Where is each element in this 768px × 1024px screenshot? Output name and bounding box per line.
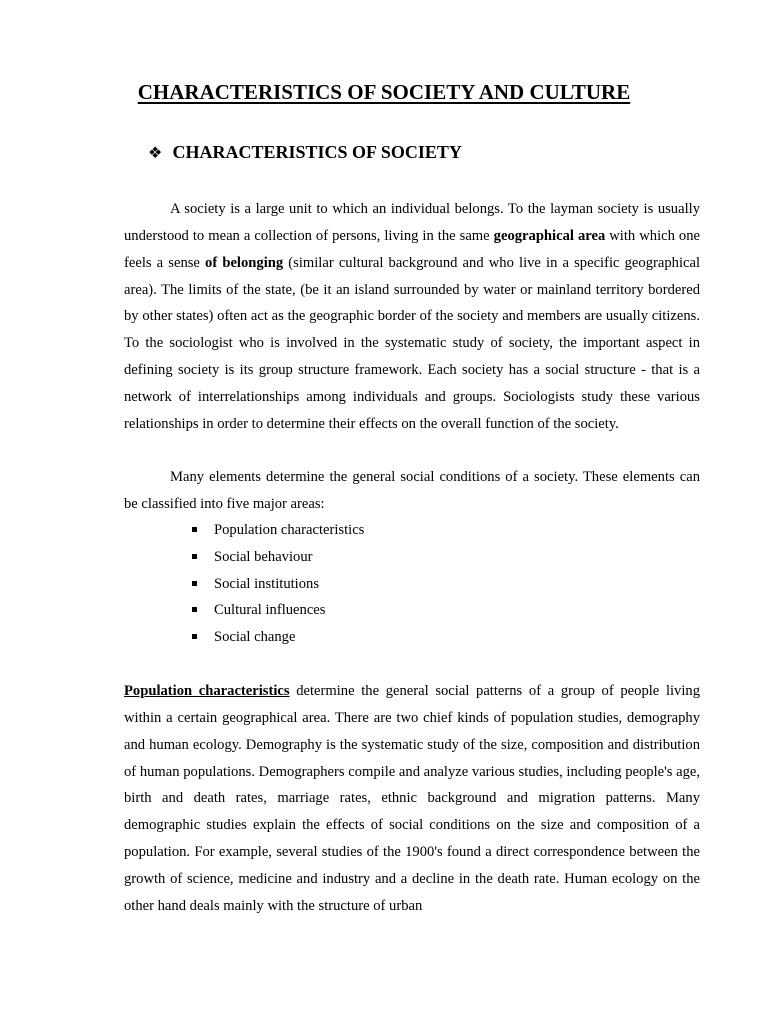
paragraph-elements [124, 464, 700, 518]
list-item [190, 517, 364, 544]
bold-term-geographical-area: geographical area [493, 227, 606, 244]
list-item [190, 597, 364, 624]
bold-term-of-belonging: of belonging [205, 254, 284, 271]
paragraph-text [124, 678, 700, 920]
square-bullet-icon [192, 634, 197, 639]
list-item [190, 624, 364, 651]
term-population-characteristics: Population characteristics [124, 683, 290, 699]
text-run: with which one feels a sense [124, 227, 700, 271]
paragraph-text [124, 196, 700, 438]
square-bullet-icon [192, 607, 197, 612]
section-heading-text: CHARACTERISTICS OF SOCIETY [172, 142, 462, 162]
list-item [190, 544, 364, 571]
list-item-label: Cultural influences [214, 602, 326, 619]
areas-list [190, 517, 364, 651]
paragraph-population [124, 678, 700, 920]
list-item-label: Population characteristics [214, 522, 365, 538]
text-run: (similar cultural background and who live in a specific geographical area). The limits of the state, (be it an island surrounded by water or mainland territory bordered by other states) often act as the geographic border of the society and members are usually citizens. To the sociologist who is involved in the systematic study of society, the important aspect in defining society is its group structure framework. Each society has a social structure - that is a network of interrelationships among individuals and groups. Sociologists study these various relationships in order to determine their effects on the overall function of the society. [124, 254, 701, 432]
list-item-label: Social institutions [214, 575, 319, 592]
section-heading [148, 140, 462, 166]
square-bullet-icon [192, 581, 197, 586]
paragraph-society-definition [124, 196, 700, 438]
square-bullet-icon [192, 527, 197, 532]
square-bullet-icon [192, 554, 197, 559]
list-item [190, 571, 364, 598]
list-item-label: Social behaviour [214, 548, 313, 565]
text-run: A society is a large unit to which an individual belongs. To the layman society is usually understood to mean a collection of persons, living in the same [124, 201, 700, 244]
document-title: CHARACTERISTICS OF SOCIETY AND CULTURE [137, 80, 631, 104]
diamond-bullet-icon: ❖ [148, 145, 163, 162]
list-item-label: Social change [214, 629, 296, 646]
paragraph-text: Many elements determine the general social conditions of a society. These elements can be classified into five major areas: [124, 469, 700, 512]
text-run: determine the general social patterns of a group of people living within a certain geographical area. There are two chief kinds of population studies, demography and human ecology. Demography is the systematic study of the size, composition and distribution of human populations. Demographers compile and analyze various studies, including people's age, birth and death rates, marriage rates, ethnic background and migration patterns. Many demographic studies explain the effects of social conditions on the size and composition of a population. For example, several studies of the 1900's found a direct correspondence between the growth of science, medicine and industry and a decline in the death rate. Human ecology on the other hand deals mainly with the structure of urban [124, 683, 700, 914]
